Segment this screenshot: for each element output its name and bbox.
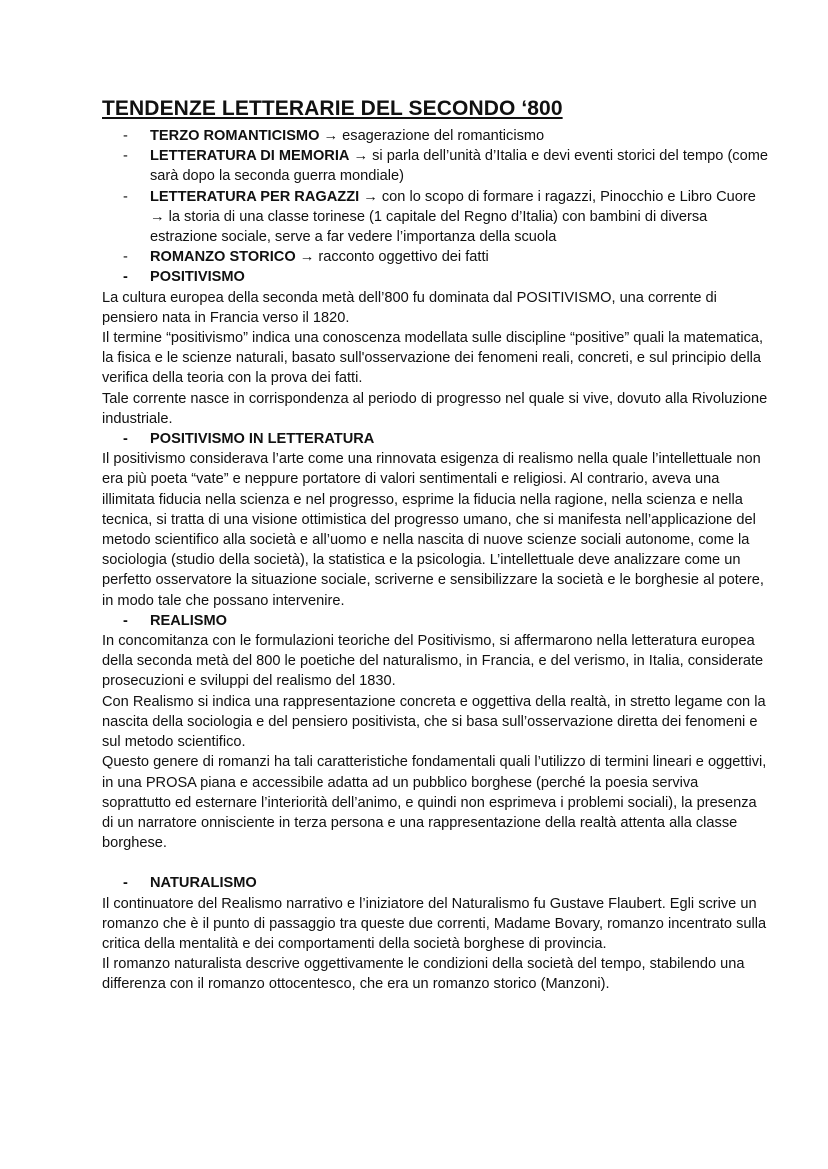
list-dash: - [123, 128, 128, 144]
list-dash: - [123, 188, 128, 205]
list-item [102, 146, 768, 186]
list-item-term: ROMANZO STORICO [150, 249, 296, 266]
list-item-text: → con lo scopo di formare i ragazzi, Pinocchio e Libro Cuore → la storia di una classe torinese (1 capitale del Regno d’Italia) con bambini di diversa estrazione sociale, serve a far vedere l’importanza della scuola [150, 188, 756, 246]
heading-dash: - [123, 269, 128, 286]
heading-text: POSITIVISMO IN LETTERATURA [150, 431, 375, 448]
list-item [102, 247, 768, 267]
paragraph: Con Realismo si indica una rappresentazione concreta e oggettiva della realtà, in stretto legame con la nascita della sociologia e del pensiero positivista, che si basa sull’osservazione diretta dei fenomeni e sul metodo scientifico. [102, 693, 766, 751]
list-item-text: → si parla dell’unità d’Italia e devi eventi storici del tempo (come sarà dopo la seconda guerra mondiale) [150, 148, 768, 185]
paragraph: La cultura europea della seconda metà dell’800 fu dominata dal POSITIVISMO, una corrente di pensiero nata in Francia verso il 1820. [102, 289, 717, 326]
heading-text: POSITIVISMO [150, 269, 245, 286]
list-dash: - [123, 249, 128, 266]
list-item-term: TERZO ROMANTICISMO [150, 128, 320, 144]
paragraph: Il romanzo naturalista descrive oggettivamente le condizioni della società del tempo, stabilendo una differenza con il romanzo ottocentesco, che era un romanzo storico (Manzoni). [102, 956, 745, 993]
section-heading-realismo [102, 611, 768, 631]
tendencies-list [102, 126, 768, 267]
list-item-text: → esagerazione del romanticismo [319, 128, 545, 144]
section-heading-naturalismo [102, 873, 768, 893]
list-item-term: LETTERATURA DI MEMORIA [150, 148, 350, 165]
heading-text: REALISMO [150, 612, 228, 629]
list-item [102, 187, 768, 248]
paragraph: Questo genere di romanzi ha tali caratteristiche fondamentali quali l’utilizzo di termini lineari e oggettivi, in una PROSA piana e accessibile adatta ad un pubblico borghese (perché la poesia serviva soprattutto ed esternare l’interiorità dell’animo, e quindi non esprimeva i problemi sociali), la presenza di un narratore onnisciente in terza persona e una rappresentazione della realtà attenta alla classe borghese. [102, 754, 767, 852]
section-heading-positivismo [102, 267, 768, 287]
list-item-term: LETTERATURA PER RAGAZZI [150, 188, 360, 205]
heading-dash: - [123, 612, 128, 629]
list-dash: - [123, 148, 128, 165]
paragraph: Il positivismo considerava l’arte come una rinnovata esigenza di realismo nella quale l’intellettuale non era più poeta “vate” e neppure portatore di valori sentimentali e religiosi. Al contrario, aveva una illimitata fiducia nella scienza e nel progresso, esprime la fiducia nella ragione, nella scienza e nella tecnica, si tratta di una visione ottimistica del progresso umano, che si manifesta nell’applicazione del metodo scientifico alla società e all’uomo e nella nascita di nuove scienze sociali autonome, come la sociologia (studio della società), la statistica e la psicologia. L’intellettuale deve analizzare come un perfetto osservatore la situazione sociale, scriverne e sensibilizzare la società e le borghesie al potere, in modo tale che possano intervenire. [102, 451, 764, 609]
paragraph: In concomitanza con le formulazioni teoriche del Positivismo, si affermarono nella letteratura europea della seconda metà del 800 le poetiche del naturalismo, in Francia, e del verismo, in Italia, considerate prosecuzioni e sviluppi del realismo del 1830. [102, 633, 764, 690]
list-item-text: → racconto oggettivo dei fatti [295, 249, 489, 266]
blank-line [102, 853, 768, 873]
heading-dash: - [123, 875, 128, 892]
list-item [102, 126, 768, 146]
section-heading-positivismo-letteratura [102, 429, 768, 449]
heading-dash: - [123, 431, 128, 448]
paragraph: Il termine “positivismo” indica una conoscenza modellata sulle discipline “positive” quali la matematica, la fisica e le scienze naturali, basato sull'osservazione dei fenomeni reali, concreti, e sul principio della verifica della teoria con la prova dei fatti. [102, 330, 764, 387]
document-title: TENDENZE LETTERARIE DEL SECONDO ‘800 [102, 97, 563, 120]
paragraph: Tale corrente nasce in corrispondenza al periodo di progresso nel quale si vive, dovuto alla Rivoluzione industriale. [102, 390, 768, 427]
heading-text: NATURALISMO [150, 875, 257, 892]
paragraph: Il continuatore del Realismo narrativo e l’iniziatore del Naturalismo fu Gustave Flaubert. Egli scrive un romanzo che è il punto di passaggio tra queste due correnti, Madame Bovary, romanzo incentrato sulla critica della mentalità e dei comportamenti della società borghese di provincia. [102, 895, 767, 952]
